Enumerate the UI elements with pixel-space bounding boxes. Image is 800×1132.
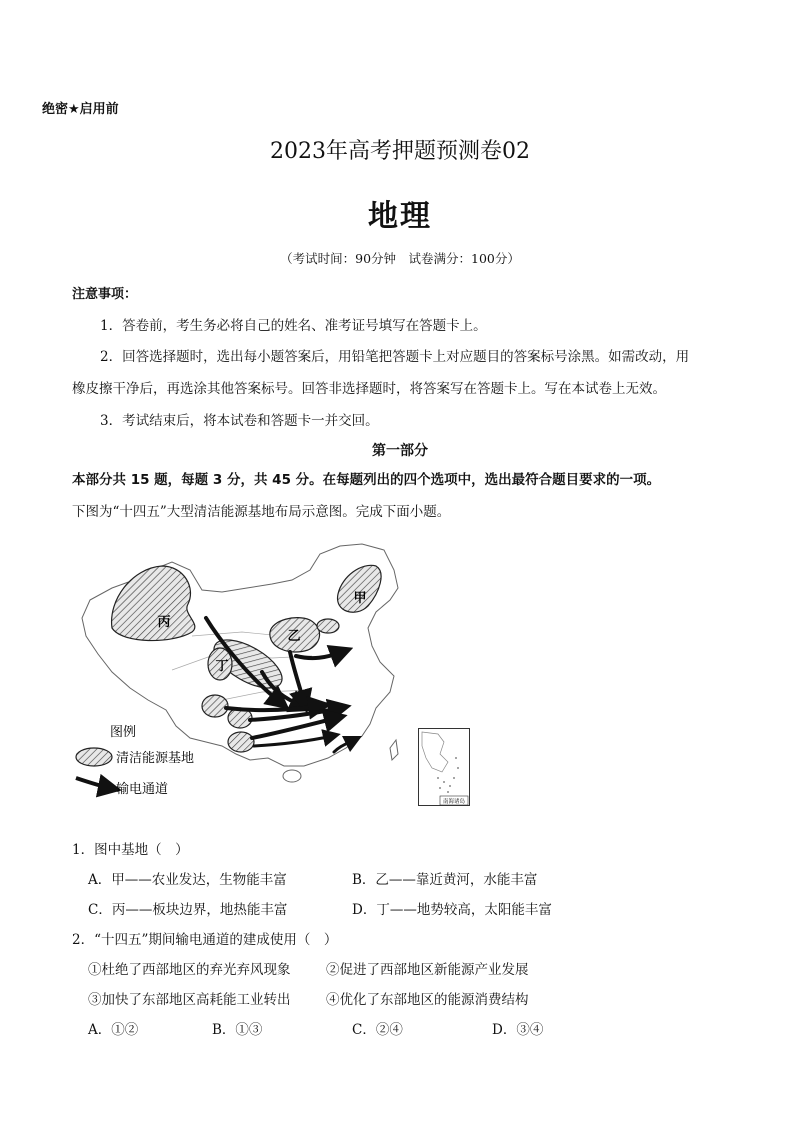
label-jia: 甲	[353, 591, 367, 606]
taiwan-island	[390, 740, 398, 760]
south-china-sea-inset	[418, 728, 470, 806]
q2-statement-4: ④优化了东部地区的能源消费结构	[326, 992, 529, 1008]
q2-stem: 2．“十四五”期间输电通道的建成使用（ ）	[72, 932, 338, 948]
q2-option-c: C．②④	[352, 1022, 403, 1038]
legend-title: 图例	[110, 725, 137, 740]
notice-item-3: 3．考试结束后，将本试卷和答题卡一并交回。	[100, 413, 379, 429]
part-heading: 第一部分	[372, 443, 428, 459]
q2-option-b: B．①③	[212, 1022, 263, 1038]
figure-intro: 下图为“十四五”大型清洁能源基地布局示意图。完成下面小题。	[72, 504, 451, 520]
q2-statement-3: ③加快了东部地区高耗能工业转出	[88, 992, 291, 1008]
exam-title: 2023年高考押题预测卷02	[270, 139, 530, 164]
channel-yi-east	[296, 652, 342, 658]
inset-label: 南海诸岛	[442, 799, 466, 805]
q1-option-a: A．甲——农业发达，生物能丰富	[88, 872, 287, 888]
label-bing: 丙	[157, 615, 171, 630]
hainan-island	[283, 770, 301, 782]
base-sw-1	[202, 695, 228, 717]
base-sw-3	[228, 732, 254, 752]
legend-base-swatch	[76, 748, 112, 766]
notice-item-2-line-1: 2．回答选择题时，选出每小题答案后，用铅笔把答题卡上对应题目的答案标号涂黑。如需改动，用	[100, 349, 690, 365]
q2-statement-1: ①杜绝了西部地区的弃光弃风现象	[88, 962, 291, 978]
exam-timing: （考试时间：90分钟 试卷满分：100分）	[280, 251, 520, 266]
notice-heading: 注意事项：	[72, 287, 138, 302]
channel-sw-4	[254, 736, 332, 746]
base-yi-small	[317, 619, 339, 633]
q1-stem: 1．图中基地（ ）	[72, 842, 189, 858]
q2-statement-2: ②促进了西部地区新能源产业发展	[326, 962, 529, 978]
subject-title: 地理	[368, 199, 432, 234]
channel-sw-3	[252, 718, 336, 738]
q1-option-b: B．乙——靠近黄河，水能丰富	[352, 872, 538, 888]
legend-base-label: 清洁能源基地	[116, 751, 195, 766]
base-bing	[112, 566, 195, 641]
legend-channel-swatch	[76, 778, 110, 788]
q1-option-c: C．丙——板块边界，地热能丰富	[88, 902, 288, 918]
part-description: 本部分共 15 题，每题 3 分，共 45 分。在每题列出的四个选项中，选出最符合题目要求的一项。	[72, 472, 661, 488]
notice-item-2-line-2: 橡皮擦干净后，再选涂其他答案标号。回答非选择题时，将答案写在答题卡上。写在本试卷上无效。	[72, 381, 666, 397]
confidential-label: 绝密★启用前	[42, 102, 119, 117]
channel-sw-1	[226, 706, 320, 710]
channel-south-east	[334, 740, 354, 752]
q1-option-d: D．丁——地势较高，太阳能丰富	[352, 902, 552, 918]
legend-channel-label: 输电通道	[116, 782, 169, 797]
label-yi: 乙	[287, 629, 301, 644]
channel-yi-south	[290, 652, 304, 702]
label-ding: 丁	[215, 659, 229, 674]
notice-item-1: 1．答卷前，考生务必将自己的姓名、准考证号填写在答题卡上。	[100, 318, 487, 334]
q2-option-a: A．①②	[88, 1022, 139, 1038]
q2-option-d: D．③④	[492, 1022, 544, 1038]
